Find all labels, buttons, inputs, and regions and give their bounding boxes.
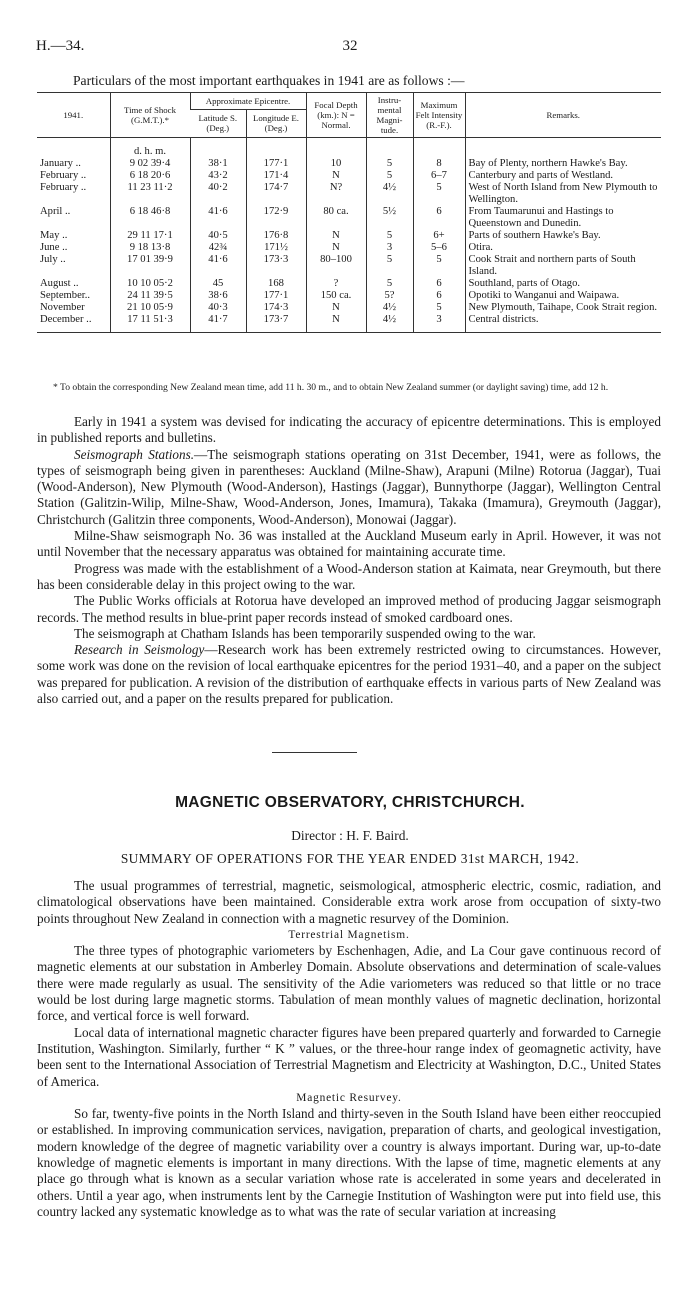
- director-line: Director : H. F. Baird.: [291, 828, 409, 843]
- cell-depth: 80 ca.: [306, 206, 366, 230]
- table-row: [37, 158, 661, 170]
- cell-month: February ..: [40, 182, 87, 193]
- paragraph: So far, twenty-five points in the North Island and thirty-seven in the South Island have been either reoccupied or established. In improving communication services, navigation, preparation of charts, and geological investigation, modern knowledge of the degree of magnetic variability over a country is always important. During war, up-to-date knowledge of magnetic elements is important in many directions. With the lapse of time, magnetic elements at any place go through what is known as a secular variation whose rate is accelerated in some years and decelerated in others. Until a year ago, when instruments lent by the Carnegie Institution of Washington were put into field use, this country lacked any systematic knowledge as to what was the rate of secular variation at increasing: [37, 1106, 661, 1219]
- table-row: [37, 278, 661, 290]
- cell-lon: 174·7: [246, 182, 306, 206]
- inline-heading: Research in Seismology: [74, 642, 205, 658]
- cell-month: April ..: [40, 206, 71, 217]
- cell-time: 11 23 11·2: [110, 182, 190, 206]
- cell-lon: 172·9: [246, 206, 306, 230]
- cell-lat: 40·2: [190, 182, 246, 206]
- cell-int: 6: [413, 290, 465, 302]
- col-intensity-header: Maximum Felt Intensity (R.-F.).: [413, 93, 465, 138]
- col-depth-header: Focal Depth (km.): N = Normal.: [306, 93, 366, 138]
- cell-time: 10 10 05·2: [110, 278, 190, 290]
- cell-mag: 4½: [366, 182, 413, 206]
- cell-remarks: Southland, parts of Otago.: [465, 278, 661, 290]
- section-divider: [272, 752, 357, 753]
- cell-month: August ..: [40, 278, 79, 289]
- earthquake-table: [37, 92, 661, 333]
- table-intro: Particulars of the most important earthquakes in 1941 are as follows :—: [73, 73, 465, 88]
- cell-lon: 173·7: [246, 314, 306, 333]
- cell-remarks: West of North Island from New Plymouth to Wellington.: [465, 182, 661, 206]
- table-row: [37, 302, 661, 314]
- cell-int: 5: [413, 302, 465, 314]
- cell-lon: 173·3: [246, 254, 306, 278]
- cell-time: 9 18 13·8: [110, 242, 190, 254]
- cell-lat: 38·6: [190, 290, 246, 302]
- cell-lat: 41·6: [190, 254, 246, 278]
- cell-remarks: New Plymouth, Taihape, Cook Strait region.: [465, 302, 661, 314]
- table-row: [37, 314, 661, 333]
- table-row: [37, 206, 661, 230]
- cell-time: 29 11 17·1: [110, 230, 190, 242]
- cell-lon: 176·8: [246, 230, 306, 242]
- cell-month: November: [40, 302, 85, 313]
- cell-mag: 5: [366, 230, 413, 242]
- cell-month: May ..: [40, 230, 68, 241]
- cell-int: 6: [413, 206, 465, 230]
- cell-remarks: Canterbury and parts of Westland.: [465, 170, 661, 182]
- cell-lat: 40·5: [190, 230, 246, 242]
- cell-depth: N: [306, 314, 366, 333]
- table-row: [37, 254, 661, 278]
- cell-lat: 43·2: [190, 170, 246, 182]
- cell-month: June ..: [40, 242, 68, 253]
- page-number: 32: [342, 38, 358, 54]
- cell-depth: N: [306, 230, 366, 242]
- cell-mag: 5?: [366, 290, 413, 302]
- cell-depth: N: [306, 242, 366, 254]
- subheading-resurvey: Magnetic Resurvey.: [296, 1091, 402, 1104]
- cell-depth: 10: [306, 158, 366, 170]
- cell-lon: 171½: [246, 242, 306, 254]
- cell-time: 9 02 39·4: [110, 158, 190, 170]
- cell-lon: 177·1: [246, 158, 306, 170]
- cell-lat: 42¾: [190, 242, 246, 254]
- col-epicentre-header: Approximate Epicentre.: [190, 93, 306, 110]
- cell-lat: 38·1: [190, 158, 246, 170]
- col-year-header: 1941.: [37, 93, 110, 138]
- cell-int: 6–7: [413, 170, 465, 182]
- cell-lat: 45: [190, 278, 246, 290]
- paragraph: Local data of international magnetic character figures have been prepared quarterly and forwarded to Carnegie Institution, Washington. Similarly, further “ K ” values, or the three-hour range index of geomagnetic activity, have been sent to the International Association of Terrestrial Magnetism and Electricity at Washington, D.C., United States of America.: [37, 1024, 661, 1089]
- table-row: [37, 170, 661, 182]
- cell-month: July ..: [40, 254, 66, 265]
- table-row: [37, 242, 661, 254]
- seismology-section: [37, 414, 661, 707]
- cell-lon: 174·3: [246, 302, 306, 314]
- cell-month: December ..: [37, 314, 110, 333]
- paragraph: Milne-Shaw seismograph No. 36 was installed at the Auckland Museum early in April. However, it was not until November that the necessary apparatus was obtained for maintaining accurate time.: [37, 528, 661, 560]
- cell-remarks: Cook Strait and northern parts of South Island.: [465, 254, 661, 278]
- paragraph: The three types of photographic variometers by Eschenhagen, Adie, and La Cour gave continuous record of magnetic elements at our substation in Amberley Domain. Absolute observations and determination of scale-values there were made regularly as usual. The sensitivity of the Adie variometers was reduced so that little or no trace would be lost during large magnetic storms. Tabulation of mean monthly values of magnetic declination, horizontal force, and vertical force is well forward.: [37, 943, 661, 1024]
- cell-time: 6 18 20·6: [110, 170, 190, 182]
- cell-lat: 40·3: [190, 302, 246, 314]
- cell-remarks: Bay of Plenty, northern Hawke's Bay.: [465, 158, 661, 170]
- paragraph: Progress was made with the establishment of a Wood-Anderson station at Kaimata, near Greymouth, but there has been considerable delay in this project owing to the war.: [37, 560, 661, 592]
- paragraph: The seismograph at Chatham Islands has been temporarily suspended owing to the war.: [74, 625, 536, 641]
- cell-depth: N: [306, 170, 366, 182]
- cell-depth: N: [306, 302, 366, 314]
- cell-depth: ?: [306, 278, 366, 290]
- cell-depth: 150 ca.: [306, 290, 366, 302]
- cell-remarks: From Taumarunui and Hastings to Queenstown and Dunedin.: [465, 206, 661, 230]
- cell-lat: 41·6: [190, 206, 246, 230]
- cell-int: 3: [413, 314, 465, 333]
- summary-heading: SUMMARY OF OPERATIONS FOR THE YEAR ENDED 31st MARCH, 1942.: [120, 851, 580, 866]
- cell-mag: 5: [366, 278, 413, 290]
- paragraph: The usual programmes of terrestrial, magnetic, seismological, atmospheric electric, cosmic, radiation, and climatological observations have been maintained. Considerable extra work arose from occupation of sixty-two points throughout New Zealand in connection with a magnetic resurvey of the Dominion.: [37, 878, 661, 926]
- cell-lat: 41·7: [190, 314, 246, 333]
- table-footnote: * To obtain the corresponding New Zealand mean time, add 11 h. 30 m., and to obtain New Zealand summer (or daylight saving) time, add 12 h.: [53, 382, 609, 393]
- col-time-header: Time of Shock (G.M.T.).*: [110, 93, 190, 138]
- cell-lon: 171·4: [246, 170, 306, 182]
- subheading-terrestrial: Terrestrial Magnetism.: [288, 928, 410, 941]
- cell-int: 5: [413, 182, 465, 206]
- cell-month: January ..: [40, 158, 81, 169]
- cell-time: 17 01 39·9: [110, 254, 190, 278]
- cell-month: September..: [40, 290, 91, 301]
- cell-remarks: Parts of southern Hawke's Bay.: [465, 230, 661, 242]
- cell-mag: 5: [366, 254, 413, 278]
- col-longitude-header: Longitude E. (Deg.): [246, 109, 306, 137]
- document-id: H.—34.: [36, 38, 85, 54]
- cell-remarks: Otira.: [465, 242, 661, 254]
- cell-time: 6 18 46·8: [110, 206, 190, 230]
- cell-month: February ..: [40, 170, 87, 181]
- cell-mag: 5: [366, 170, 413, 182]
- cell-depth: N?: [306, 182, 366, 206]
- cell-mag: 5: [366, 158, 413, 170]
- cell-remarks: Opotiki to Wanganui and Waipawa.: [465, 290, 661, 302]
- table-row: [37, 290, 661, 302]
- cell-mag: 4½: [366, 314, 413, 333]
- paragraph: Seismograph Stations.—The seismograph stations operating on 31st December, 1941, were as follows, the types of seismograph being given in parentheses: Auckland (Milne-Shaw), Arapuni (Milne) Rotorua (Jaggar), Tuai (Wood-Anderson), New Plymouth (Wood-Anderson), Hastings (Jaggar), Bunnythorpe (Jaggar), Wellington Central Station (Galitzin-Wilip, Milne-Shaw, Wood-Anderson, Jones, Imamura), Takaka (Imamura), Greymouth (Jaggar), Christchurch (Galitzin three components, Wood-Anderson), Monowai (Jaggar).: [37, 446, 661, 527]
- cell-lon: 168: [246, 278, 306, 290]
- cell-time: 24 11 39·5: [110, 290, 190, 302]
- magnetic-section: [37, 878, 661, 1220]
- section-title: MAGNETIC OBSERVATORY, CHRISTCHURCH.: [175, 794, 525, 811]
- table-body: [37, 138, 661, 333]
- paragraph: The Public Works officials at Rotorua have developed an improved method of producing Jaggar seismograph records. The method results in blue-print paper records instead of smoked cardboard ones.: [37, 593, 661, 625]
- cell-mag: 5½: [366, 206, 413, 230]
- time-units: d. h. m.: [110, 138, 190, 159]
- col-remarks-header: Remarks.: [465, 93, 661, 138]
- cell-mag: 3: [366, 242, 413, 254]
- cell-depth: 80–100: [306, 254, 366, 278]
- cell-int: 5–6: [413, 242, 465, 254]
- table-row: [37, 182, 661, 206]
- cell-lon: 177·1: [246, 290, 306, 302]
- cell-time: 17 11 51·3: [110, 314, 190, 333]
- cell-remarks: Central districts.: [465, 314, 661, 333]
- col-latitude-header: Latitude S. (Deg.): [190, 109, 246, 137]
- col-magnitude-header: Instru-mental Magni-tude.: [366, 93, 413, 138]
- inline-heading: Seismograph Stations.: [74, 446, 195, 462]
- cell-int: 6: [413, 278, 465, 290]
- paragraph: Early in 1941 a system was devised for indicating the accuracy of epicentre determinations. This is employed in published reports and bulletins.: [37, 414, 661, 446]
- paragraph: Research in Seismology—Research work has been extremely restricted owing to circumstances. However, some work was done on the revision of local earthquake epicentres for the period 1931–40, and a paper on the subject was prepared for publication. A revision of the distribution of earthquake effects in various parts of New Zealand was also carried out, and a paper on the results prepared for publication.: [37, 642, 661, 707]
- cell-int: 8: [413, 158, 465, 170]
- cell-mag: 4½: [366, 302, 413, 314]
- table-row: [37, 230, 661, 242]
- cell-int: 5: [413, 254, 465, 278]
- cell-time: 21 10 05·9: [110, 302, 190, 314]
- cell-int: 6+: [413, 230, 465, 242]
